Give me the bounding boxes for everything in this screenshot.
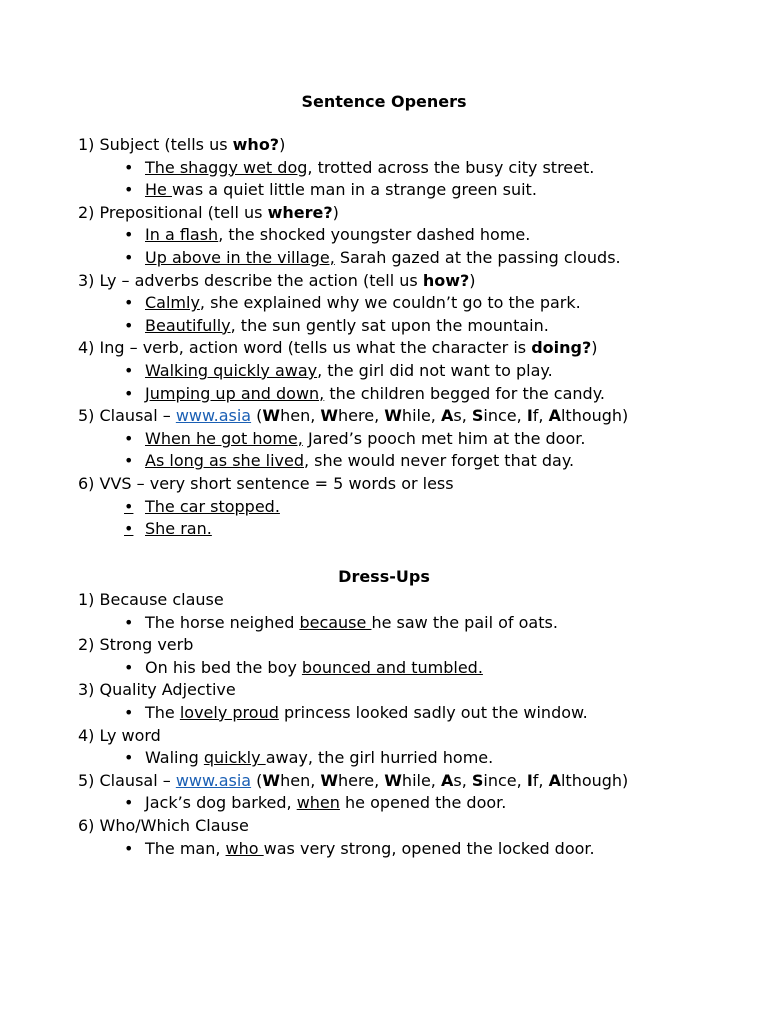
list-item: • Up above in the village, Sarah gazed at the passing clouds. — [78, 247, 628, 270]
page-title: Sentence Openers — [301, 92, 467, 111]
bullet-icon: • — [124, 383, 134, 403]
asia-link[interactable]: www.asia — [175, 406, 252, 426]
asia-link[interactable]: www.asia — [175, 770, 252, 790]
opener-heading-5: 5) Clausal – www.asia (When, Where, While, As, Since, If, Although) — [78, 406, 629, 426]
list-item: • Jumping up and down, the children begged for the candy. — [78, 383, 628, 406]
bullet-icon: • — [124, 428, 134, 448]
opener-heading-2: 2) Prepositional (tell us where?) — [78, 202, 339, 222]
list-item: • As long as she lived, she would never forget that day. — [78, 450, 628, 473]
bullet-icon: • — [124, 748, 134, 768]
bullet-icon: • — [124, 793, 134, 813]
opener-heading-6: 6) VVS – very short sentence = 5 words or less — [78, 473, 454, 493]
bullet-icon: • — [124, 360, 134, 380]
bullet-icon: • — [124, 293, 134, 313]
bullet-icon: • — [124, 315, 134, 335]
bullet-icon: • — [124, 180, 134, 200]
section-title-dress-ups: Dress-Ups — [338, 567, 430, 586]
list-item: • Waling quickly away, the girl hurried home. — [78, 747, 628, 770]
list-item: • Beautifully, the sun gently sat upon the mountain. — [78, 315, 628, 338]
list-item: • Jack’s dog barked, when he opened the door. — [78, 792, 628, 815]
dressup-heading-1: 1) Because clause — [78, 590, 224, 609]
bullet-icon: • — [124, 247, 134, 267]
list-item: • The man, who was very strong, opened the locked door. — [78, 838, 628, 861]
bullet-icon: • — [124, 702, 134, 722]
bullet-icon: • — [124, 612, 134, 632]
list-item: • Walking quickly away, the girl did not want to play. — [78, 360, 628, 383]
opener-heading-1: 1) Subject (tells us who?) — [78, 135, 286, 154]
bullet-icon: • — [124, 157, 134, 177]
bullet-icon: • — [124, 838, 134, 858]
bullet-icon: • — [124, 519, 134, 539]
list-item: • On his bed the boy bounced and tumbled. — [78, 657, 628, 680]
list-item: • In a flash, the shocked youngster dashed home. — [78, 224, 628, 247]
dressup-heading-3: 3) Quality Adjective — [78, 680, 236, 700]
dressup-heading-5: 5) Clausal – www.asia (When, Where, While, As, Since, If, Although) — [78, 770, 629, 790]
sentence-openers-list — [78, 134, 628, 541]
opener-heading-4: 4) Ing – verb, action word (tells us what the character is doing?) — [78, 338, 598, 358]
list-item: • He was a quiet little man in a strange green suit. — [78, 179, 628, 202]
dressup-heading-2: 2) Strong verb — [78, 635, 194, 655]
bullet-icon: • — [124, 496, 134, 516]
dressup-heading-6: 6) Who/Which Clause — [78, 815, 249, 835]
list-item: • The lovely proud princess looked sadly out the window. — [78, 702, 628, 725]
dress-ups-list — [78, 589, 628, 860]
bullet-icon: • — [124, 657, 134, 677]
list-item: • Calmly, she explained why we couldn’t go to the park. — [78, 292, 628, 315]
list-item: • She ran. — [78, 518, 628, 541]
list-item: • The shaggy wet dog, trotted across the busy city street. — [78, 157, 628, 180]
list-item: • The horse neighed because he saw the pail of oats. — [78, 612, 628, 635]
bullet-icon: • — [124, 225, 134, 245]
bullet-icon: • — [124, 451, 134, 471]
dressup-heading-4: 4) Ly word — [78, 725, 161, 745]
list-item: • When he got home, Jared’s pooch met him at the door. — [78, 428, 628, 451]
list-item: • The car stopped. — [78, 496, 628, 519]
opener-heading-3: 3) Ly – adverbs describe the action (tell us how?) — [78, 270, 476, 290]
